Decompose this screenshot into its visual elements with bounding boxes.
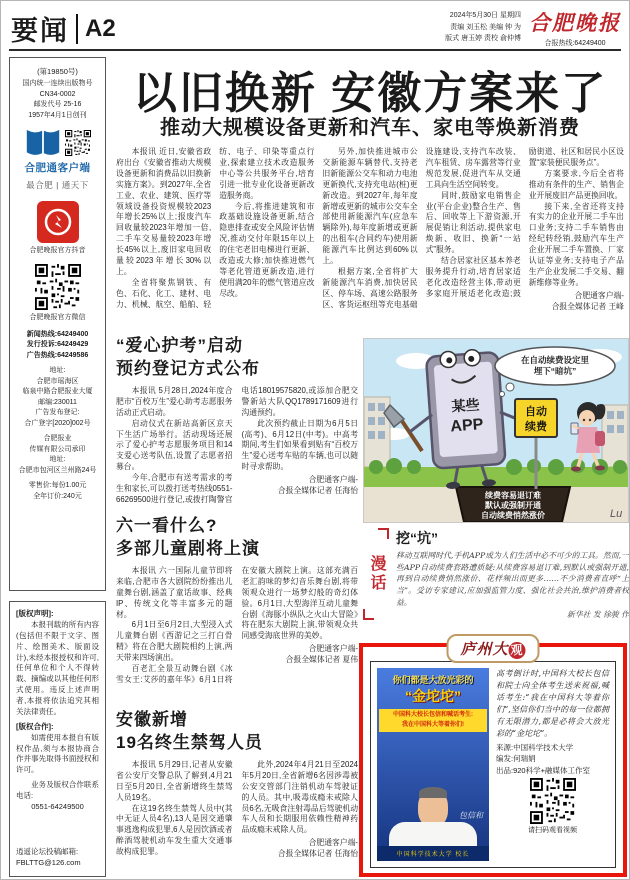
newspaper-logo: 合肥晚报	[529, 10, 621, 35]
paragraph: 本报讯 近日,安徽省政府出台《安徽省推动大规模设备更新和消费品以旧换新实施方案》。到2027年,全省工业、农业、建筑、医疗等领域设备投资规模较2023年增长25%以上;报废汽车回收量较2023年增加一倍,二手车交易量较2023年增长45%以上,废旧家电回收量较2023年增长30%以上。	[116, 147, 212, 276]
forum-mail-label: 逍遥论坛投稿邮箱:	[16, 847, 79, 857]
commentary-credit: 新华社 发 徐骏 作	[566, 610, 629, 620]
article-driving-ban	[116, 709, 358, 872]
section-title: 要闻	[11, 16, 69, 46]
printer-line: 传媒有限公司承印	[29, 445, 86, 453]
app-qr-code	[65, 130, 91, 156]
byline: 合肥通客户端- 合报全媒体记者 王峰	[551, 290, 624, 311]
svg-text:默认或强制开通: 默认或强制开通	[485, 501, 541, 510]
address-line: 临泉中路合肥报业大厦	[22, 388, 93, 396]
cooperation-phone: 0551-64249500	[31, 801, 84, 811]
hotline-line: 新闻热线:64249400	[26, 330, 89, 338]
commentary-text: 移动互联网时代,手机APP成为人们生活中必不可少的工具。然而,一些APP自动续费套路遭质疑:从续费容易退订难,到默认或强制开通,再到自动续费悄然涨价、花样频出而更多……不少消费者直呼“上当”。受访专家建议,应加强监管力度、强化社会共治,维护消费者权益。	[396, 551, 629, 607]
app-name: 合肥通客户端	[24, 162, 91, 175]
paragraph: 同时,鼓励家电销售企业(平台企业)整合生产、售后、回收等上下游资源,开展促销让利活动,提供家电焕新、收旧、换新“一站式”服务。	[425, 190, 521, 255]
paragraph: 本报讯 5月29日,记者从安徽省公安厅交警总队了解到,4月21日至5月20日,全省新增终生禁驾人员19名。	[116, 759, 233, 802]
paragraph: 结合居家社区基本养老服务提升行动,培育居家适老化改造经营主体,带动更多家庭开展适老化改造;鼓励街道、社区和居民小区设置“家装便民服务点”。	[425, 147, 624, 298]
luzhou-badge: 庐州大 观	[446, 634, 539, 663]
cartoonist-signature: Lu	[610, 508, 623, 520]
video-banner: 中国科大校长包信和喊话考生: 我在中国科大等着你们!	[379, 709, 487, 732]
price-line: 零售价:每份1.00元	[28, 482, 87, 490]
page-header	[11, 7, 621, 47]
svg-text:续费容易退订难: 续费容易退订难	[485, 491, 541, 500]
address-line: 合广登字[2020]002号	[24, 419, 91, 427]
editors-line: 责编 刘玉松 美编 钟 为	[450, 23, 521, 31]
publication-line: CN34-0002	[39, 90, 76, 98]
svg-text:自动: 自动	[525, 406, 547, 418]
paragraph: 今年,合肥市有送考需求的考生和家长,可以拨打送考热线0551-66269500进行登记,或拨打陶警官电话18019575820,或添加合肥交警新站大队QQ1789171609进行沟通预约。	[116, 385, 358, 504]
printer-line: 合肥报业	[43, 435, 72, 443]
paragraph: 此次预约截止日期为6月5日(高考)、6月12日(中考)。中高考期间,考生们如果看到贴有“百校万生”爱心送考车贴的车辆,也可以随时寻求帮助。	[241, 418, 358, 472]
video-title-line2: “金坨坨”	[405, 688, 461, 704]
sidebar-copyright-box	[9, 601, 106, 877]
paragraph: 另外,加快推进城市公交新能源车辆替代,支持老旧新能源公交车和动力电池更新换代,支持充电站(桩)更新改造。到2027年,每年度新增或更新的城市公交车全部使用新能源汽车(应急车辆除外),每年度新增或更新的出租车(合同约车)使用新能源汽车比例达到60%以上。	[322, 147, 418, 266]
price-line: 全年订价:240元	[33, 492, 82, 500]
main-article-body	[116, 147, 624, 331]
article-children-plays	[116, 515, 358, 692]
qr-caption: 请扫码观看视频	[528, 826, 577, 834]
douyin-logo-icon	[37, 201, 79, 243]
printer-line: 合肥市包河区兰州路24号	[18, 466, 97, 474]
video-caption-bar: 中国科学技术大学 校长	[377, 846, 489, 861]
hotline-line: 广告热线:64249586	[26, 351, 89, 359]
section-block	[11, 9, 116, 48]
copyright-body: 本报刊载的所有内容(包括但不限于文字、图片、绘图美术、版面设计),未经本报授权和许可,任何单位和个人不得转载、摘编或以其他任何形式使用。违反上述声明者,本报将依法追究其相关法律责任。	[16, 619, 99, 716]
publication-line: 邮发代号 25-16	[33, 101, 82, 109]
layout-line: 版式 唐玉婷 责校 俞仲博	[445, 35, 521, 43]
paragraph: 此外,2024年4月21日至2024年5月20日,全省新增6名因涉毒被公安交管部门注销机动车驾驶证的人员。其中,吸毒成瘾未戒除人员6名,无吸食注射毒品后驾驶机动车人员和长期服用依赖性精神药品成瘾未戒除人员。	[241, 759, 358, 835]
forum-mail-address: FBLTTG@126.com	[16, 858, 81, 868]
header-rule	[9, 49, 621, 51]
paragraph: 本报讯 六一国际儿童节即将来临,合肥市各大剧院纷纷推出儿童舞台剧,涵盖了童话故事、经典IP、传统文化等丰富多元的题材。	[116, 565, 233, 619]
article-title: 安徽新增 19名终生禁驾人员	[116, 710, 263, 752]
sidebar-masthead-box	[9, 57, 106, 591]
paragraph: 今后,将推进建筑和市政基础设施设备更新,结合隐患排查或安全风险评估情况,推动交付年限15年以上的住宅老旧电梯进行更新、改造或大修;加快推进燃气等老化管道更新改造,进行使用满20年的燃气管道应改尽改。	[219, 201, 315, 298]
commentary-tag: 漫话	[363, 528, 389, 620]
byline: 合肥通客户端- 合报全媒体记者 夏伟	[285, 644, 358, 665]
app-slogan: 最合肥 | 通天下	[26, 180, 89, 190]
header-divider	[76, 14, 78, 44]
cooperation-body: 如需使用本报自有版权作品,须与本报协商合作并事先取得书面授权和许可。	[16, 732, 99, 775]
article-body	[116, 760, 358, 872]
wechat-caption: 合肥晚报官方微信	[29, 314, 86, 322]
douyin-caption: 合肥晚报官方抖音	[29, 246, 86, 254]
cooperation-title: [版权合作]:	[16, 721, 54, 731]
producer-line: 出品:920科学+融媒体工作室	[496, 765, 590, 775]
masthead-block	[445, 7, 621, 48]
address-line: 广告发布登记:	[35, 409, 80, 417]
page-number: A2	[85, 14, 116, 42]
video-qr-code	[530, 778, 576, 824]
commentary-title: 挖“坑”	[396, 530, 438, 546]
article-body	[116, 566, 358, 692]
video-title-line1: 你们都是大放光彩的	[392, 675, 474, 685]
source-line: 来源:中国科学技术大学	[496, 743, 574, 752]
hotline-line: 发行投诉:64249429	[26, 341, 89, 349]
date-line: 2024年5月30日 星期四	[449, 12, 521, 19]
editorial-cartoon-image	[363, 338, 629, 523]
paragraph: 方案要求,今后全省将推动有条件的生产、销售企业开展废旧产品更换回收。	[528, 168, 624, 200]
book-logo-icon	[25, 128, 61, 157]
svg-text:某些: 某些	[450, 396, 480, 415]
svg-text:埋下“暗坑”: 埋下“暗坑”	[533, 366, 577, 376]
paragraph: 全省将聚焦钢铁、有色、石化、化工、建材、电力、机械、航空、船舶、轻纺、电子、印染等重点行业,探索建立技术改造服务中心等公共服务平台,培育引进一批专业化设备更新改造服务商。	[116, 147, 315, 309]
main-subhead: 推动大规模设备更新和汽车、家电等焕新消费	[160, 117, 580, 139]
paragraph: 接下来,全省还将支持有实力的企业开展二手车出口业务;支持二手车销售由经纪转经销,鼓励汽车生产企业开展二手车置换、厂家认证等业务;支持电子产品生产企业发展二手交易、翻新维修等业务。	[528, 201, 624, 287]
cooperation-contact: 业务及版权合作联系电话:	[16, 780, 99, 800]
publication-line: 1957年4月1日创刊	[28, 111, 87, 119]
president-signature: 包信和	[459, 811, 483, 820]
paragraph: 6月1日至6月2日,大型浸入式儿童舞台剧《西游记之三打白骨精》将在合肥大剧院相约上演,两天带来四场演出。	[116, 620, 233, 663]
byline: 合肥通客户端- 合报全媒体记者 任海怡	[277, 838, 358, 859]
header-hotline: 合报热线:64249400	[544, 40, 606, 47]
svg-text:在自动续费设定里: 在自动续费设定里	[520, 355, 590, 365]
paragraph: 在这19名终生禁驾人员中(其中无证人员4名),13人是因交通肇事逃逸构成犯罪,6人是因饮酒或者醉酒驾驶机动车发生重大交通事故构成犯罪。	[116, 803, 233, 857]
address-line: 合肥市瑶海区	[36, 377, 79, 385]
editor-line: 编发:何瑞娟	[496, 754, 536, 764]
paragraph: 根据方案,全省将扩大新能源汽车消费,加快居民区、停车场、高速公路服务区、客货运枢纽等充电基础设施建设,支持汽车改装、汽车租赁、房车露营等行业规范发展,促进汽车从交通工具向生活空间转变。	[322, 147, 521, 309]
paragraph: 本报讯 5月28日,2024年度合肥市“百校万生”爱心助考志愿服务活动正式启动。	[116, 385, 233, 417]
pit	[456, 487, 570, 522]
address-line: 邮编:230011	[38, 398, 77, 406]
paragraph: 百老汇全景互动舞台剧《冰雪女王:艾莎的嘉年华》6月1日将在安徽大剧院上演。这部充满百老汇韵味的梦幻音乐舞台剧,将带领观众进行一场梦幻般的奇幻体验。6月1日,大型海洋互动儿童舞台剧《海豚小纵队之火山大冒险》将在肥东大剧院上演,带领观众共同感受海底世界的美妙。	[116, 565, 358, 684]
svg-text:续费: 续费	[525, 421, 547, 433]
main-headline: 以旧换新 安徽方案来了	[132, 69, 608, 118]
paragraph: 启动仪式在新站高新区京天下生活广场举行。活动现场还展示了爱心护考志愿服务项目和14支爱心送考队伍,设置了志愿者招募台。	[116, 418, 233, 472]
article-title: 六一看什么? 多部儿童剧将上演	[116, 516, 260, 558]
copyright-title: [版权声明]:	[16, 609, 54, 618]
svg-text:APP: APP	[449, 416, 484, 436]
cartoon-commentary	[363, 528, 629, 620]
brand-column	[529, 7, 621, 48]
wechat-qr-code	[35, 264, 81, 310]
video-thumbnail	[377, 668, 489, 861]
luzhou-daguan-box	[359, 643, 627, 877]
publication-line: 国内统一连续出版物号	[22, 80, 93, 88]
address-line: 地址:	[49, 367, 66, 375]
edition-meta	[445, 10, 521, 45]
article-title: “爱心护考”启动 预约登记方式公布	[116, 336, 260, 378]
luzhou-body-text: 高考倒计时,中国科大校长包信和院士向全体考生送来祝福,喊话考生:“我在中国科大等着你们”,坚信你们当中的每一位都拥有无限潜力,都是必将会大放光彩的“金坨坨”。	[496, 669, 609, 738]
svg-text:自动续费悄然涨价: 自动续费悄然涨价	[481, 511, 545, 520]
printer-line: 地址:	[49, 456, 66, 464]
issue-number: (第19850号)	[37, 67, 78, 76]
byline: 合肥通客户端- 合报全媒体记者 任海怡	[277, 475, 358, 496]
luzhou-inner-frame	[370, 661, 616, 868]
